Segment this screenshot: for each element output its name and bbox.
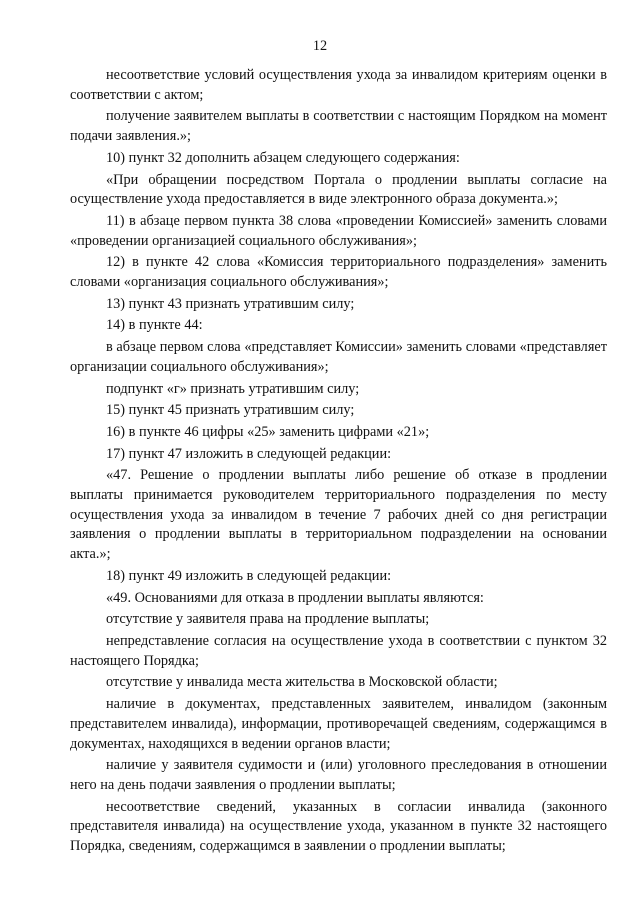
paragraph: получение заявителем выплаты в соответствии с настоящим Порядком на момент подачи заявления.»;: [70, 108, 607, 145]
paragraph: 17) пункт 47 изложить в следующей редакции:: [106, 445, 392, 462]
paragraph: 18) пункт 49 изложить в следующей редакции:: [106, 567, 392, 584]
paragraph: наличие в документах, представленных заявителем, инвалидом (законным представителем инвалида), информации, противоречащей сведениям, содержащимся в документах, находящихся в ведении органов власти;: [70, 696, 607, 752]
paragraph: непредставление согласия на осуществление ухода в соответствии с пунктом 32 настоящего Порядка;: [70, 632, 607, 669]
paragraph: 10) пункт 32 дополнить абзацем следующего содержания:: [106, 149, 460, 166]
paragraph: 11) в абзаце первом пункта 38 слова «проведении Комиссией» заменить словами «проведении организацией социального обслуживания»;: [70, 212, 607, 249]
paragraph: «При обращении посредством Портала о продлении выплаты согласие на осуществление ухода предоставляется в виде электронного образа документа.»;: [70, 171, 607, 208]
paragraph: 16) в пункте 46 цифры «25» заменить цифрами «21»;: [106, 423, 430, 440]
paragraph: в абзаце первом слова «представляет Комиссии» заменить словами «представляет организации социального обслуживания»;: [70, 339, 607, 375]
paragraph: 13) пункт 43 признать утратившим силу;: [106, 295, 355, 312]
paragraph: наличие у заявителя судимости и (или) уголовного преследования в отношении него на день подачи заявления о продлении выплаты;: [70, 757, 607, 793]
paragraph: «47. Решение о продлении выплаты либо решение об отказе в продлении выплаты принимается руководителем территориального подразделения по месту осуществления ухода за инвалидом в течение 7 рабочих дней со дня регистрации заявления о продлении выплаты в территориальном подразделении на основании акта.»;: [70, 467, 607, 563]
page-number: 12: [312, 38, 328, 54]
paragraph: отсутствие у инвалида места жительства в Московской области;: [106, 674, 498, 691]
paragraph: 12) в пункте 42 слова «Комиссия территориального подразделения» заменить словами «организация социального обслуживания»;: [70, 254, 607, 291]
paragraph: 14) в пункте 44:: [106, 317, 203, 334]
paragraph: несоответствие условий осуществления ухода за инвалидом критериям оценки в соответствии с актом;: [70, 67, 607, 103]
paragraph: «49. Основаниями для отказа в продлении выплаты являются:: [106, 589, 484, 606]
paragraph: отсутствие у заявителя права на продление выплаты;: [106, 611, 430, 628]
paragraph: 15) пункт 45 признать утратившим силу;: [106, 402, 355, 419]
paragraph: подпункт «г» признать утратившим силу;: [106, 380, 360, 397]
document-body: [70, 66, 607, 857]
paragraph: несоответствие сведений, указанных в согласии инвалида (законного представителя инвалида) на осуществление ухода, указанном в пункте 32 настоящего Порядка, сведениям, содержащимся в заявлении о продлении выплаты;: [70, 798, 607, 855]
